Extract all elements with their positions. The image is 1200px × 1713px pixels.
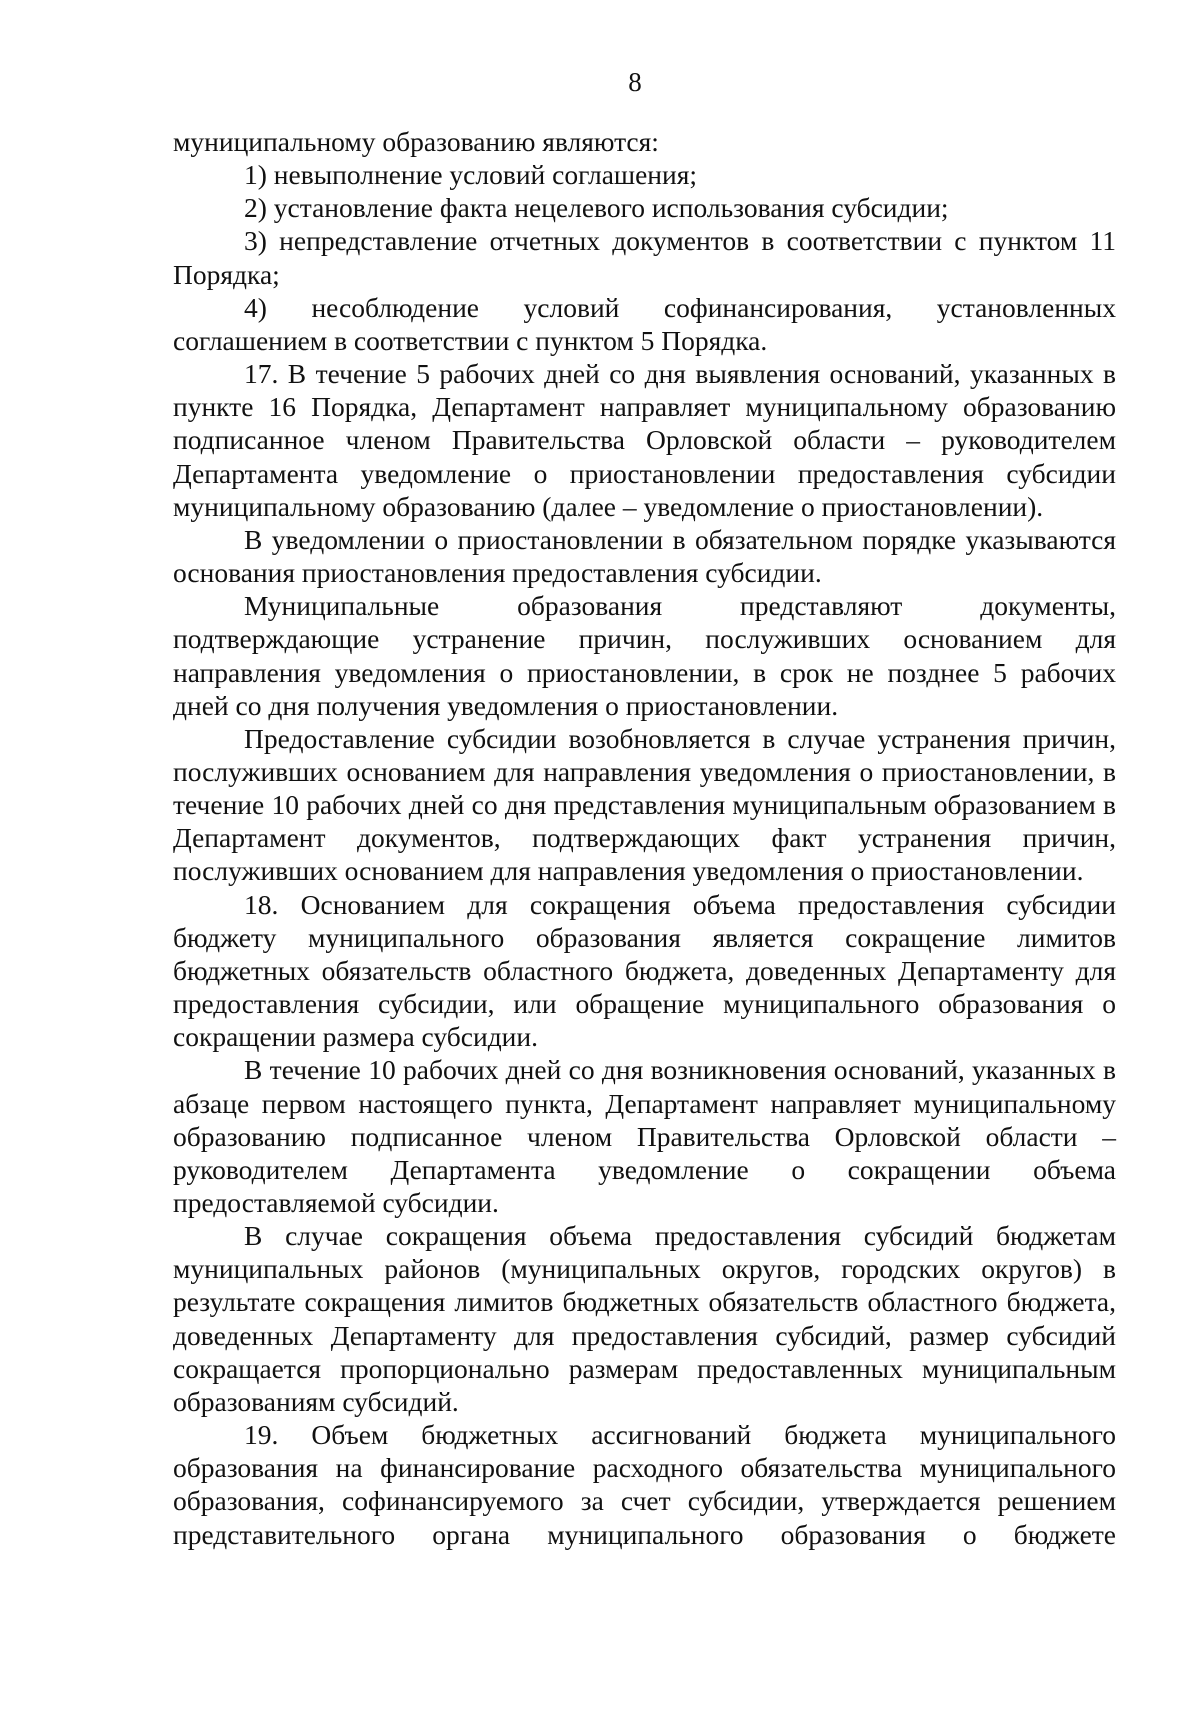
paragraph-17: 17. В течение 5 рабочих дней со дня выявления оснований, указанных в пункте 16 Порядка, Департамент направляет муниципальному образованию подписанное членом Правительства Орловской области – руководителем Департамента уведомление о приостановлении предоставления субсидии муниципальному образованию (далее – уведомление о приостановлении). [173,358,1116,522]
list-item-4: 4) несоблюдение условий софинансирования, установленных соглашением в соответствии с пунктом 5 Порядка. [173,291,1116,356]
paragraph-17-documents: Муниципальные образования представляют документы, подтверждающие устранение причин, послуживших основанием для направления уведомления о приостановлении, в срок не позднее 5 рабочих дней со дня получения уведомления о приостановлении. [173,590,1116,721]
paragraph-17-notice-contents: В уведомлении о приостановлении в обязательном порядке указываются основания приостановления предоставления субсидии. [173,523,1116,589]
list-item-1: 1) невыполнение условий соглашения; [244,159,698,191]
paragraph-intro: муниципальному образованию являются: [173,126,659,157]
paragraph-18: 18. Основанием для сокращения объема предоставления субсидии бюджету муниципального образования является сокращение лимитов бюджетных обязательств областного бюджета, доведенных Департаменту для предоставления субсидии, или обращение муниципального образования о сокращении размера субсидии. [173,888,1116,1053]
paragraph-17-resumption: Предоставление субсидии возобновляется в случае устранения причин, послуживших основанием для направления уведомления о приостановлении, в течение 10 рабочих дней со дня представления муниципальным образованием в Департамент документов, подтверждающих факт устранения причин, послуживших основанием для направления уведомления о приостановлении. [173,722,1116,887]
page-number: 8 [628,67,642,97]
paragraph-18-notice: В течение 10 рабочих дней со дня возникновения оснований, указанных в абзаце первом настоящего пункта, Департамент направляет муниципальному образованию подписанное членом Правительства Орловской области – руководителем Департамента уведомление о сокращении объема предоставляемой субсидии. [173,1054,1116,1218]
list-item-2: 2) установление факта нецелевого использования субсидии; [244,192,949,224]
paragraph-19: 19. Объем бюджетных ассигнований бюджета муниципального образования на финансирование расходного обязательства муниципального образования, софинансируемого за счет субсидии, утверждается решением представительного органа муниципального образования о бюджете [173,1419,1116,1550]
paragraph-18-reduction: В случае сокращения объема предоставления субсидий бюджетам муниципальных районов (муниципальных округов, городских округов) в результате сокращения лимитов бюджетных обязательств областного бюджета, доведенных Департаменту для предоставления субсидий, размер субсидий сокращается пропорционально размерам предоставленных муниципальным образованиям субсидий. [173,1220,1116,1417]
document-body [173,125,1116,1551]
list-item-3: 3) непредставление отчетных документов в соответствии с пунктом 11 Порядка; [173,225,1116,290]
